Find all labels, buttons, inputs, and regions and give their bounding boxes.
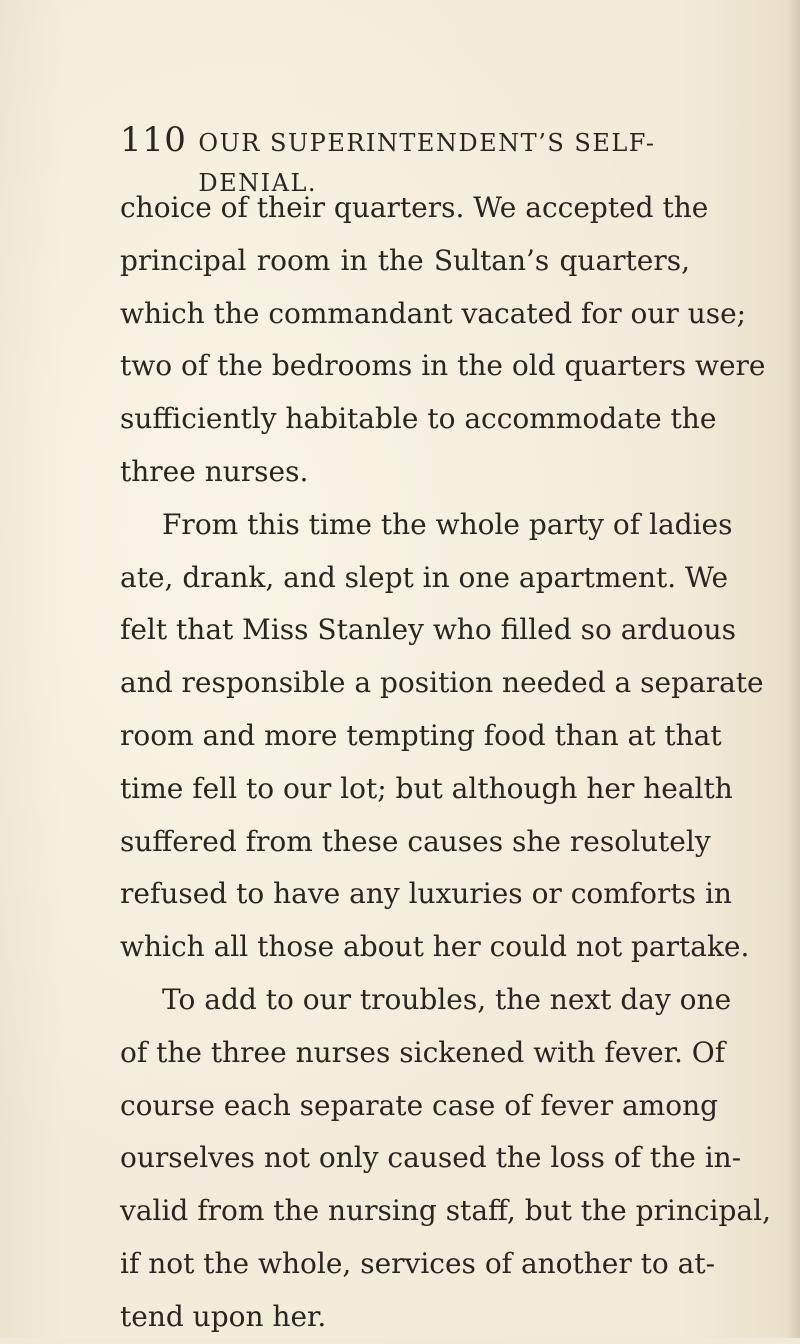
running-head bbox=[120, 120, 720, 197]
text-line: ourselves not only caused the loss of the in- bbox=[120, 1141, 742, 1175]
text-line: choice of their quarters. We accepted the bbox=[120, 191, 709, 224]
text-line: which all those about her could not partake. bbox=[120, 930, 750, 964]
text-line: time fell to our lot; but although her health bbox=[120, 771, 733, 805]
text-line: To add to our troubles, the next day one bbox=[162, 982, 732, 1016]
text-line: room and more tempting food than at that bbox=[120, 718, 722, 752]
text-line: three nurses. bbox=[120, 454, 309, 488]
text-line: ate, drank, and slept in one apartment. We bbox=[120, 560, 729, 594]
running-head-title: OUR SUPERINTENDENT’S SELF-DENIAL. bbox=[198, 129, 656, 197]
text-line: suffered from these causes she resolutely bbox=[120, 824, 711, 858]
text-line: principal room in the Sultan’s quarters, bbox=[120, 243, 690, 277]
text-line: two of the bedrooms in the old quarters were bbox=[120, 349, 766, 383]
text-line: refused to have any luxuries or comforts in bbox=[120, 877, 732, 911]
page-edge-shadow bbox=[786, 0, 800, 1338]
text-line: valid from the nursing staff, but the principal, bbox=[120, 1194, 771, 1228]
text-line: of the three nurses sickened with fever. Of bbox=[120, 1035, 726, 1069]
page-number: 110 bbox=[120, 120, 187, 160]
text-line: From this time the whole party of ladies bbox=[162, 507, 733, 541]
text-line: and responsible a position needed a separate bbox=[120, 666, 764, 700]
text-line: if not the whole, services of another to at- bbox=[120, 1246, 716, 1280]
text-line: tend upon her. bbox=[120, 1299, 327, 1333]
text-line: sufficiently habitable to accommodate the bbox=[120, 402, 717, 436]
text-line: course each separate case of fever among bbox=[120, 1088, 719, 1122]
text-line: which the commandant vacated for our use; bbox=[120, 296, 747, 330]
text-line: felt that Miss Stanley who filled so arduous bbox=[120, 613, 736, 647]
body-text bbox=[120, 182, 771, 1344]
